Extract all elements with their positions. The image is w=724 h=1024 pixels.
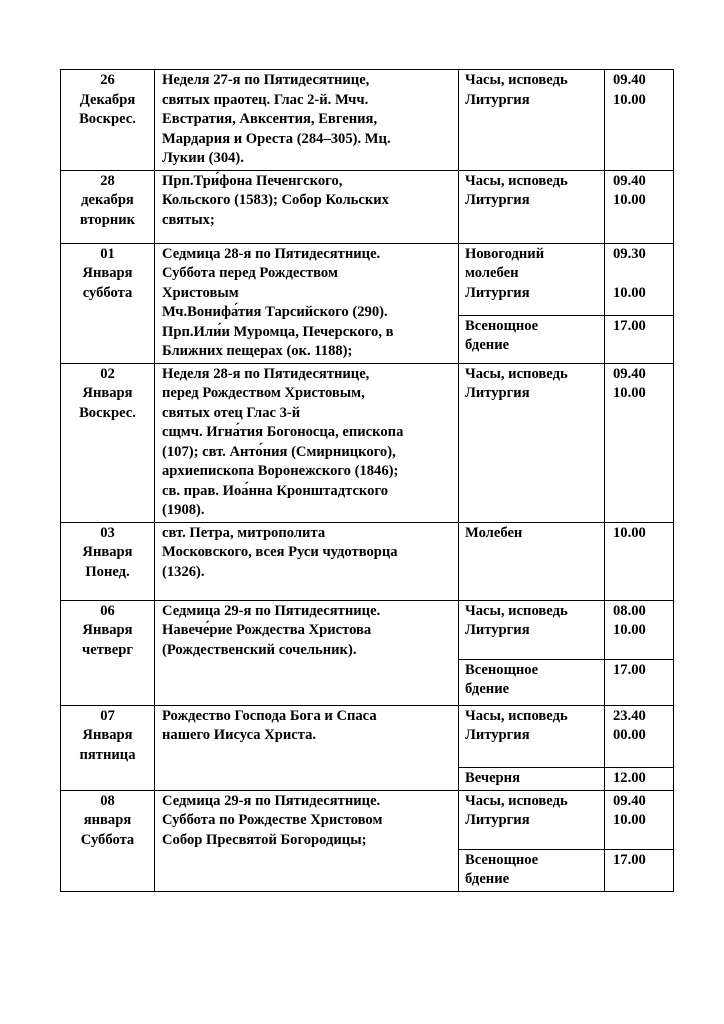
date-cell bbox=[61, 600, 155, 705]
feast-description-line: (Рождественский сочельник). bbox=[162, 641, 357, 658]
service-name: Новогодний bbox=[465, 245, 545, 262]
service-name: бдение bbox=[465, 337, 510, 354]
time-cell bbox=[605, 243, 674, 315]
date-line: 07 bbox=[100, 707, 115, 724]
feast-description-line: Седмица 29-я по Пятидесятнице. bbox=[162, 602, 381, 619]
date-cell bbox=[61, 363, 155, 522]
service-time: 17.00 bbox=[613, 661, 646, 678]
schedule-row bbox=[61, 170, 674, 243]
date-line: Понед. bbox=[85, 563, 130, 580]
schedule-row bbox=[61, 705, 674, 767]
service-time: 10.00 bbox=[613, 812, 646, 828]
feast-description-line: Прп.Или́и Муромца, Печерского, в bbox=[162, 323, 394, 340]
service-cell bbox=[459, 243, 605, 315]
time-cell bbox=[605, 790, 674, 849]
service-name: Литургия bbox=[465, 727, 530, 743]
service-cell bbox=[459, 659, 605, 705]
service-time bbox=[613, 264, 666, 284]
date-line: 08 bbox=[100, 792, 115, 809]
feast-description-cell bbox=[155, 70, 459, 171]
feast-description-line: Прп.Три́фона Печенгского, bbox=[162, 172, 343, 189]
time-cell bbox=[605, 522, 674, 600]
service-cell bbox=[459, 522, 605, 600]
feast-description-line: Неделя 28-я по Пятидесятнице, bbox=[162, 365, 370, 382]
service-name: молебен bbox=[465, 265, 519, 281]
date-line: Января bbox=[82, 544, 133, 560]
service-time: 10.00 bbox=[613, 192, 646, 208]
service-name: Вечерня bbox=[465, 769, 520, 786]
schedule-row bbox=[61, 70, 674, 171]
service-time: 10.00 bbox=[613, 524, 646, 541]
service-time: 10.00 bbox=[613, 622, 646, 638]
date-line: Декабря bbox=[79, 91, 136, 108]
date-line: декабря bbox=[81, 192, 134, 208]
time-cell bbox=[605, 70, 674, 171]
feast-description-line: Рождество Господа Бога и Спаса bbox=[162, 707, 377, 724]
feast-description-cell bbox=[155, 600, 459, 705]
service-cell bbox=[459, 70, 605, 171]
schedule-row bbox=[61, 600, 674, 659]
service-name: бдение bbox=[465, 681, 510, 697]
service-name: Литургия bbox=[465, 192, 530, 208]
time-cell bbox=[605, 767, 674, 790]
service-name: Часы, исповедь bbox=[465, 172, 568, 189]
feast-description-line: (107); свт. Анто́ния (Смирницкого), bbox=[162, 443, 396, 460]
feast-description-cell bbox=[155, 363, 459, 522]
service-time: 08.00 bbox=[613, 602, 646, 619]
service-cell bbox=[459, 790, 605, 849]
feast-description-line: Московского, всея Руси чудотворца bbox=[162, 544, 398, 560]
date-line: Января bbox=[82, 385, 133, 401]
service-name: Всенощное bbox=[465, 317, 539, 334]
feast-description-line: святых праотец. Глас 2-й. Мчч. bbox=[162, 91, 369, 108]
date-line: Воскрес. bbox=[79, 111, 136, 127]
service-cell bbox=[459, 170, 605, 243]
feast-description-cell bbox=[155, 705, 459, 790]
schedule-row bbox=[61, 522, 674, 600]
date-cell bbox=[61, 790, 155, 891]
service-cell bbox=[459, 315, 605, 363]
date-line: четверг bbox=[82, 641, 133, 658]
service-name: Литургия bbox=[465, 622, 530, 638]
date-cell bbox=[61, 522, 155, 600]
date-line: Суббота bbox=[80, 831, 135, 848]
service-name: Литургия bbox=[465, 284, 530, 301]
feast-description-line: Навече́рие Рождества Христова bbox=[162, 622, 372, 638]
service-time: 10.00 bbox=[613, 91, 646, 108]
service-name: Молебен bbox=[465, 524, 523, 541]
service-time: 09.40 bbox=[613, 365, 646, 382]
service-cell bbox=[459, 849, 605, 891]
feast-description-line: святых; bbox=[162, 211, 215, 228]
date-line: Января bbox=[82, 622, 133, 638]
service-cell bbox=[459, 363, 605, 522]
schedule-row bbox=[61, 363, 674, 522]
service-time: 12.00 bbox=[613, 769, 646, 786]
feast-description-line: Собор Пресвятой Богородицы; bbox=[162, 831, 367, 848]
service-time: 00.00 bbox=[613, 727, 646, 743]
service-name: Всенощное bbox=[465, 661, 539, 678]
service-name: Литургия bbox=[465, 385, 530, 401]
service-time: 10.00 bbox=[613, 385, 646, 401]
time-cell bbox=[605, 849, 674, 891]
time-cell bbox=[605, 600, 674, 659]
time-cell bbox=[605, 705, 674, 767]
service-name: Часы, исповедь bbox=[465, 72, 568, 88]
time-cell bbox=[605, 363, 674, 522]
date-cell bbox=[61, 243, 155, 363]
schedule-table bbox=[60, 69, 674, 892]
service-time: 10.00 bbox=[613, 284, 646, 301]
feast-description-line: перед Рождеством Христовым, bbox=[162, 385, 365, 401]
date-line: 02 bbox=[100, 365, 115, 382]
schedule-body bbox=[61, 70, 674, 892]
feast-description-line: Суббота перед Рождеством bbox=[162, 265, 338, 281]
feast-description-line: Седмица 28-я по Пятидесятнице. bbox=[162, 245, 381, 262]
feast-description-line: Мардария и Ореста (284–305). Мц. bbox=[162, 130, 391, 147]
service-cell bbox=[459, 705, 605, 767]
feast-description-line: Евстратия, Авксентия, Евгения, bbox=[162, 111, 378, 127]
date-line: 03 bbox=[100, 524, 115, 541]
schedule-row bbox=[61, 243, 674, 315]
feast-description-line: сщмч. Игна́тия Богоносца, епископа bbox=[162, 424, 404, 440]
service-name: Часы, исповедь bbox=[465, 792, 568, 809]
service-cell bbox=[459, 600, 605, 659]
date-line: января bbox=[83, 812, 132, 828]
service-time: 17.00 bbox=[613, 851, 646, 868]
service-time: 09.40 bbox=[613, 72, 646, 88]
feast-description-cell bbox=[155, 243, 459, 363]
date-line: Января bbox=[82, 265, 133, 281]
service-name: Литургия bbox=[465, 812, 530, 828]
date-line: суббота bbox=[82, 284, 133, 301]
service-time: 09.40 bbox=[613, 792, 646, 809]
date-line: 28 bbox=[100, 172, 115, 189]
feast-description-line: свт. Петра, митрополита bbox=[162, 524, 326, 541]
service-name: Литургия bbox=[465, 91, 530, 108]
feast-description-line: (1908). bbox=[162, 502, 205, 518]
date-line: 06 bbox=[100, 602, 115, 619]
time-cell bbox=[605, 659, 674, 705]
feast-description-line: св. прав. Иоа́нна Кронштадтского bbox=[162, 482, 389, 499]
feast-description-line: Ближних пещерах (ок. 1188); bbox=[162, 343, 353, 359]
service-time: 17.00 bbox=[613, 317, 646, 334]
feast-description-line: Седмица 29-я по Пятидесятнице. bbox=[162, 792, 381, 809]
feast-description-line: архиепископа Воронежского (1846); bbox=[162, 463, 399, 479]
service-name: Часы, исповедь bbox=[465, 707, 568, 724]
service-name: Часы, исповедь bbox=[465, 365, 568, 382]
feast-description-line: Неделя 27-я по Пятидесятнице, bbox=[162, 72, 370, 88]
feast-description-cell bbox=[155, 522, 459, 600]
feast-description-line: Мч.Вонифа́тия Тарсийского (290). bbox=[162, 304, 388, 320]
service-name: Часы, исповедь bbox=[465, 602, 568, 619]
service-time: 09.30 bbox=[613, 245, 646, 262]
feast-description-cell bbox=[155, 170, 459, 243]
date-line: пятница bbox=[79, 746, 136, 763]
feast-description-line: святых отец Глас 3-й bbox=[162, 404, 301, 421]
service-name: бдение bbox=[465, 871, 510, 887]
date-cell bbox=[61, 70, 155, 171]
time-cell bbox=[605, 170, 674, 243]
date-line: Января bbox=[82, 727, 133, 743]
service-time: 09.40 bbox=[613, 172, 646, 189]
date-line: 26 bbox=[100, 72, 115, 88]
feast-description-cell bbox=[155, 790, 459, 891]
feast-description-line: (1326). bbox=[162, 563, 205, 580]
service-cell bbox=[459, 767, 605, 790]
feast-description-line: Кольского (1583); Собор Кольских bbox=[162, 192, 389, 208]
date-cell bbox=[61, 705, 155, 790]
time-cell bbox=[605, 315, 674, 363]
service-name: Всенощное bbox=[465, 851, 539, 868]
schedule-row bbox=[61, 790, 674, 849]
date-cell bbox=[61, 170, 155, 243]
feast-description-line: Христовым bbox=[162, 284, 239, 301]
feast-description-line: Суббота по Рождестве Христовом bbox=[162, 812, 383, 828]
feast-description-line: Лукии (304). bbox=[162, 150, 244, 166]
date-line: Воскрес. bbox=[79, 404, 136, 421]
date-line: 01 bbox=[100, 245, 115, 262]
feast-description-line: нашего Иисуса Христа. bbox=[162, 727, 317, 743]
service-time: 23.40 bbox=[613, 707, 646, 724]
date-line: вторник bbox=[79, 211, 136, 228]
